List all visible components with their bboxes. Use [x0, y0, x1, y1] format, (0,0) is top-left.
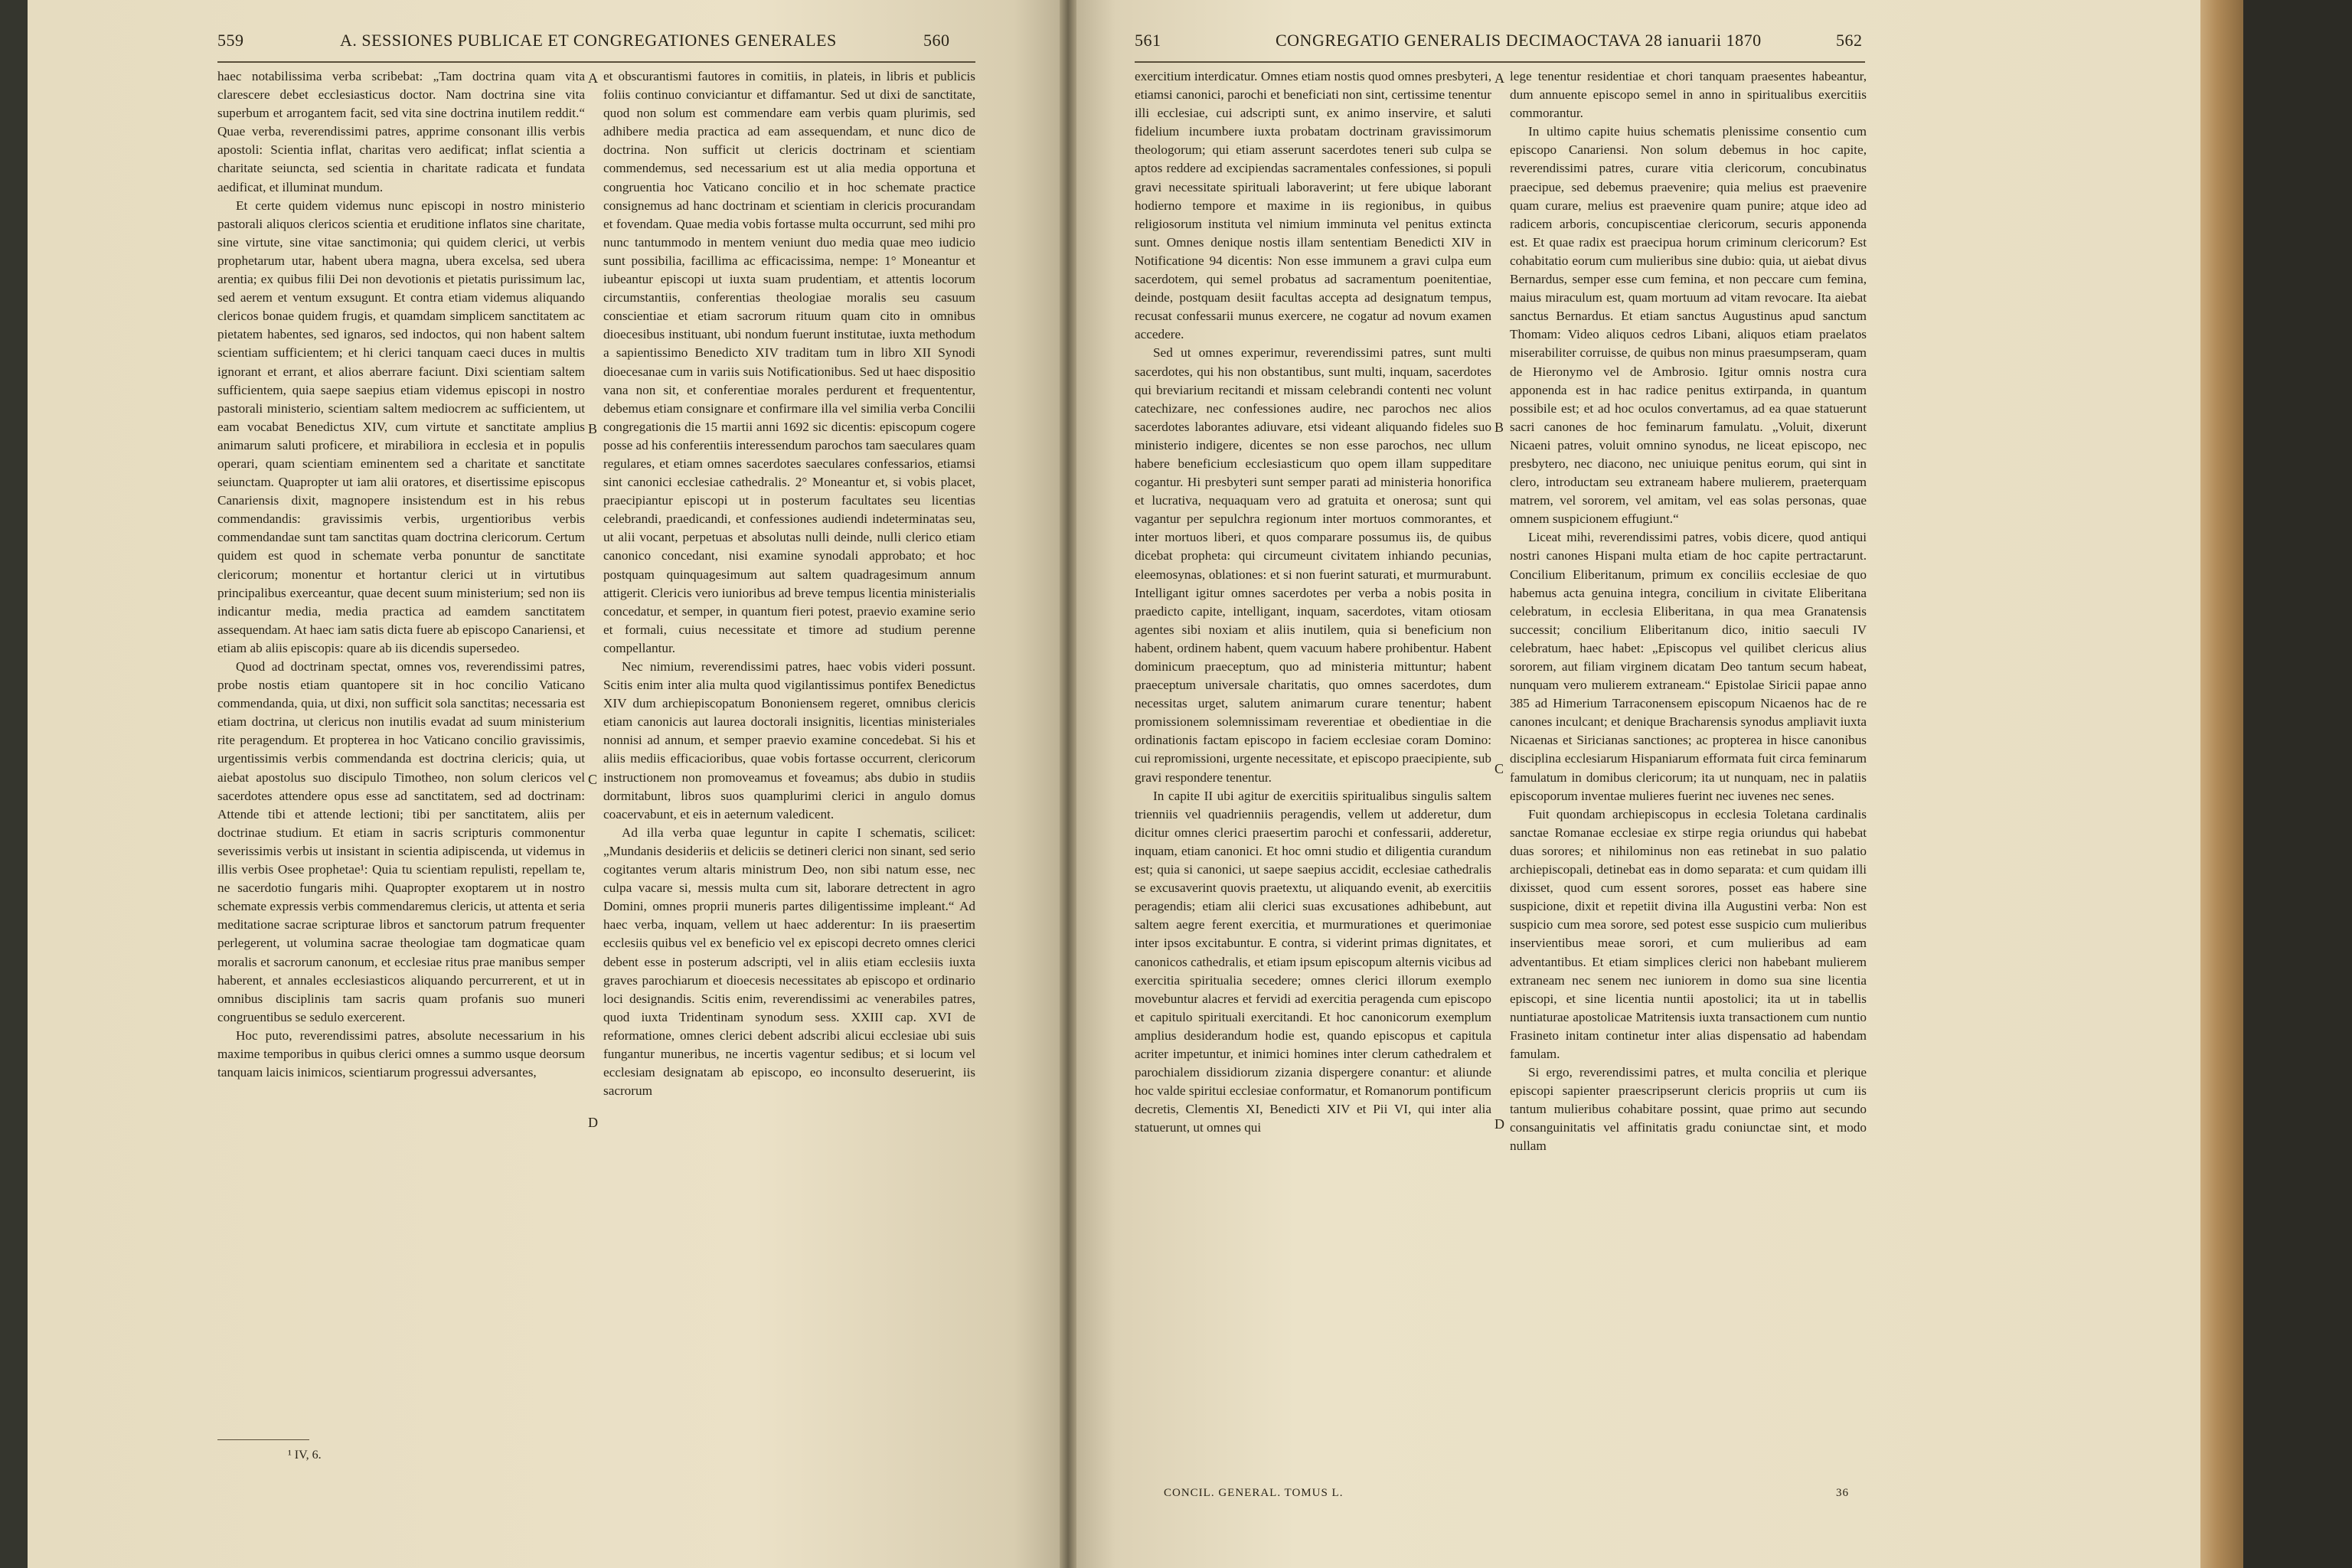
book-spread [28, 0, 2233, 1568]
paragraph: Liceat mihi, reverendissimi patres, vobis dicere, quod antiqui nostri canones Hispani multa etiam de hoc capite pertractarunt. Concilium Eliberitanum, primum ex conciliis ecclesiae de quo habemus acta genuina integra, concilium in civitate Eliberitana celebratum, in ecclesia Eliberitana, in qua mea Granatensis successit; concilium Eliberitanum dico, initio saeculi IV celebratum, haec habet: „Episcopus vel quilibet clericus alius sororem, aut filiam virginem dicatam Deo tantum secum habeat, nunquam vero mulierem extraneam.“ Epistolae Siricii papae anno 385 ad Himerium Tarraconensem episcopum Nicaenos hac de re canones inculcant; et denique Bracharensis synodus ampliavit iuxta Nicaenas et Siricianas sanctiones; ac propterea in hisce canonibus disciplina ecclesiarum Hispaniarum efformata fuit circa feminarum famulatum in domibus clericorum; ita ut nunquam, nec in palatiis episcoporum inventae mulieres fuerint nec iuvenes nec senes. [1510, 530, 1867, 803]
paragraph: Quod ad doctrinam spectat, omnes vos, reverendissimi patres, probe nostis etiam quantopere sit in hoc concilio Vaticano commendanda, quia, ut dixi, non sufficit sola sanctitas; necessaria est etiam doctrina, ut clericus non inutilis evadat ad suum ministerium rite peragendum. Et propterea in hoc Vaticano concilio gravissimis, urgentissimis verbis commendanda est doctrina clericis; quia, ut aiebat apostolus suo discipulo Timotheo, non solum clericos vel sacerdotes attendere opus esse ad sanctitatem, sed ad doctrinam: Attende tibi et attende lectioni; tibi per sanctitatem, aliis per doctrinae studium. Et etiam in sacris scripturis commonentur severissimis verbis ut insistant in scientia adipiscenda, ut videmus in illis verbis Osee prophetae¹: Quia tu scientiam repulisti, repellam te, ne sacerdotio fungaris mihi. Quapropter exoptarem ut in nostro schemate expressis verbis commendaremus clericis, ut attenta et seria meditatione sacrae scripturae libros et sanctorum patrum frequenter perlegerent, ut volumina sacrae theologiae tam dogmaticae quam moralis et sacrorum canonum, et ecclesiae ritus prae manibus semper haberent, et annales ecclesiasticos aliquando percurrerent, et ut in omnibus disciplinis tam sacris quam profanis suo muneri congruentibus se sedulo exercerent. [217, 659, 585, 1024]
left-running-head: A. SESSIONES PUBLICAE ET CONGREGATIONES GENERALES [340, 31, 837, 50]
page-number-559: 559 [217, 31, 244, 50]
paragraph: Sed ut omnes experimur, reverendissimi patres, sunt multi sacerdotes, qui his non obstantibus, sunt multi, inquam, sacerdotes qui breviarium recitandi et missam celebrandi contenti nec volunt catechizare, nec confessiones audire, nec parochos nec alios sacerdotes laborantes adiuvare, etsi videant aliquando fideles suo ministerio indigere, dicentes se non esse parochos, nec ullum habere beneficium ecclesiasticum quo opem illam suppeditare cogantur. Hi presbyteri sunt semper parati ad ministeria honorifica et lucrativa, nequaquam vero ad gratuita et onerosa; sunt qui vagantur per sepulchra regionum inter mortuos commorantes, et inter mortuos liberi, et quos comparare possumus iis, de quibus dicebat propheta: qui circumeunt civitatem inhiando pecunias, eleemosynas, oblationes: et si non fuerint saturati, et murmurabunt. Intelligant igitur omnes sacerdotes per verba a nobis posita in praedicto capite, intelligant, inquam, sacerdotes, vitam otiosam agentes sibi noxiam et aliis inutilem, quia si beneficium non habent, ordinem habent, quem vacuum habere prohibentur. Habent dominicum praeceptum, quo ad ministeria mittuntur; habent praeceptum universale charitatis, quo omnes sacerdotes, dum necessitas urget, salutem animarum curare tenentur; habent promissionem solemnissimam reverentiae et obedientiae in die ordinationis factam episcopo in faciem ecclesiae coram Domino: cui repromissioni, urgente necessitate, et episcopo praecipiente, sub gravi respondere tenentur. [1135, 345, 1491, 785]
footnote: ¹ IV, 6. [288, 1449, 322, 1462]
margin-letter-d: D [1494, 1116, 1504, 1132]
left-page-header [28, 31, 1066, 61]
paragraph: Et certe quidem videmus nunc episcopi in nostro ministerio pastorali aliquos clericos scientia et eruditione inflatos sine charitate, sine virtute, sine vitae sanctimonia; qui quidem clerici, ut verbis prophetarum utar, habent ubera magna, ubera excelsa, sed ubera arentia; ex quibus filii Dei non devotionis et pietatis purissimum lac, sed aerem et ventum exsugunt. Et contra etiam videmus aliquando clericos bonae quidem frugis, et quamdam simplicem sanctitatem ac pietatem habentes, sed ignaros, sed indoctos, qui non habent saltem scientiam sufficientem; et hi clerici tanquam caeci duces in multis ignorant et errant, et alios aberrare faciunt. Dixi scientiam saltem sufficientem, quia saepe saepius etiam videmus episcopi in nostro pastorali ministerio, scientiam saltem mediocrem ac sufficientem, ut eam vocabat Benedictus XIV, cum virtute et sanctitate amplius animarum saluti proficere, et mirabiliora in ecclesia et in populis operari, quam scientiam eminentem sed a charitate et sanctitate seiunctam. Quapropter ut iam alii oratores, et disertissime episcopus Canariensis dixit, magnopere insistendum est in his rebus commendandis: gravissimis verbis, urgentioribus verbis commendandae sunt tam sanctitas quam doctrina clericorum. Certum quidem est quod in schemate verba ponuntur de sanctitate clericorum; monentur et hortantur clerici ut in virtutibus principalibus exerceantur, quae decent suum ministerium; sed non iis indicantur media, media practica ad eamdem sanctitatem assequendam. At haec iam satis dicta fuere ab episcopo Canariensi, et etiam ab aliis episcopis: quare ab iis dicendis supersedeo. [217, 198, 585, 655]
paragraph: In ultimo capite huius schematis plenissime consentio cum episcopo Canariensi. Non solum debemus in hoc capite, reverendissimi patres, curare vitia clericorum, concubinatus praecipue, sed debemus praevenire; quia melius est praevenire quam curare, melius est praevenire quam punire; atque ideo ad radicem arboris, concupiscentiae clericorum, securis apponenda est. Et quae radix est praecipua horum criminum clericorum? Est cohabitatio eorum cum mulieribus sine dubio: quia, ut aiebat divus Bernardus, semper esse cum femina, et non peccare cum femina, maius miraculum est, quam mortuum ad vitam revocare. Ita aiebat sanctus Bernardus. Et etiam sanctus Augustinus apud sanctum Thomam: Video aliquos cedros Libani, aliquos etiam praelatos miserabiliter corruisse, de quibus non minus praesumpseram, quam de Hieronymo vel de Ambrosio. Igitur omnis nostra cura apponenda est in hac radice penitus extirpanda, in quantum possibile est; et ad hoc oculos convertamus, ad ea quae statuerunt sacri canones de hoc feminarum famulatu. „Voluit, dixerunt Nicaeni patres, voluit omnino synodus, ne liceat episcopo, nec presbytero, nec diacono, nec uniuique penitus eorum, qui sint in clero, introductam seu extraneam habere mulierem, praeterquam matrem, vel sororem, vel amitam, vel eas solas personas, quae omnem suspicionem effugiunt.“ [1510, 124, 1867, 527]
right-column-562 [1510, 67, 1867, 1484]
page-number-560: 560 [923, 31, 950, 50]
margin-letter-a: A [588, 70, 598, 86]
paragraph: In capite II ubi agitur de exercitiis spiritualibus singulis saltem trienniis vel quadrienniis peragendis, vellem ut adderetur, dum dicitur omnes clerici praesertim parochi et confessarii, adderetur, inquam, etiam canonici. Et hoc omni studio et diligentia curandum est; quia si canonici, ut saepe saepius accidit, ecclesiae cathedralis se excusaverint quovis praetextu, ut aliquando evenit, ab exercitiis peragendis; etiam alii clerici suas excusationes adhibebunt, aut saltem aegre ferent exercitia, et murmurationes et querimoniae inter ipsos excitabuntur. E contra, si viderint primas dignitates, et canonicos cathedralis, et etiam ipsum episcopum alternis vicibus ad exercitia spiritualia secedere; omnes clerici illorum exemplo movebuntur alacres et fervidi ad exercitia peragenda cum episcopo et capitulo spirituali exercitandi. Et hoc canonicorum exemplum amplius desiderandum hodie est, quando episcopus et capitula acriter impetuntur, et inimici homines inter clerum cathedralem et parochialem dissidiorum zizania dispergere conantur: et aliunde hoc valde spiritui ecclesiae conformatur, et Romanorum pontificum decretis, Clementis XI, Benedicti XIV et Pii VI, qui inter alia statuerunt, ut omnes qui [1135, 788, 1491, 1135]
right-running-head: CONGREGATIO GENERALIS DECIMAOCTAVA 28 ianuarii 1870 [1276, 31, 1762, 50]
signature-mark: CONCIL. GENERAL. TOMUS L. [1164, 1487, 1344, 1499]
paragraph: Fuit quondam archiepiscopus in ecclesia Toletana cardinalis sanctae Romanae ecclesiae ex stirpe regia oriundus qui habebat duas sorores; et nihilominus non eas retinebat in suo palatio archiepiscopali, detinebat eas in domo separata: et cum quidam illi dixisset, quod cum essent sorores, posset eas habere sine suspicione, dixit et repetiit divina illa Augustini verba: Non est suspicio cum mea sorore, sed potest esse suspicio cum mulieribus inservientibus meae sorori, et cum mulieribus ad eam adventantibus. Et etiam simplices clerici non habebant mulierem extraneam nec senem nec iuniorem in domo sua sine licentia episcopi, et sine licentia nuntii apostolici; ita ut in tabellis nuntiaturae apostolicae Matritensis iuxta transactionem cum nuntio Frasineto initam continetur inter alias dispensatio ad habendam famulam. [1510, 806, 1867, 1061]
page-edges [2200, 0, 2243, 1568]
page-number-561: 561 [1135, 31, 1161, 50]
background-right [2243, 0, 2352, 1568]
left-page [28, 0, 1066, 1568]
header-rule [217, 61, 975, 63]
signature-number: 36 [1836, 1487, 1849, 1499]
margin-letter-c: C [1494, 761, 1504, 776]
paragraph: haec notabilissima verba scribebat: „Tam doctrina quam vita clarescere debet ecclesiasticus doctor. Nam doctrina sine vita superbum et arrogantem facit, sed vita sine doctrina inutilem reddit.“ Quae verba, reverendissimi patres, apprime consonant illis verbis apostoli: Scientia inflat, charitas vero aedificat; inflat scientia a charitate seiuncta, sed scientia in charitate radicata et fundata aedificat, et illuminat mundum. [217, 69, 585, 194]
margin-letter-b: B [588, 421, 598, 436]
header-rule [1135, 61, 1865, 63]
paragraph: lege tenentur residentiae et chori tanquam praesentes habeantur, dum annuente episcopo semel in anno in spiritualibus exercitiis commorantur. [1510, 69, 1867, 121]
book-gutter [1060, 0, 1076, 1568]
left-column-559 [217, 67, 585, 1491]
paragraph: Nec nimium, reverendissimi patres, haec vobis videri possunt. Scitis enim inter alia multa quod vigilantissimus pontifex Benedictus XIV dum archiepiscopatum Bononiensem regeret, omnibus clericis etiam canonicis aut laurea doctorali insignitis, licentias ministeriales nonnisi ad annum, et semper praevio examine concedebat. Si his et aliis mediis efficacioribus, quae vobis fortasse occurrent, clericorum instructionem non promoveamus et foveamus; abs dubio in studiis dormitabunt, libros suos quamplurimi clerici in angulo domus coacervabunt, et eis in aeternum valedicent. [603, 659, 975, 822]
margin-letter-c: C [588, 772, 598, 787]
footnote-rule [217, 1439, 309, 1440]
right-page-header [1070, 31, 2200, 61]
margin-letter-d: D [588, 1115, 598, 1130]
paragraph: Ad illa verba quae leguntur in capite I schematis, scilicet: „Mundanis desideriis et deliciis se detineri clerici non sinant, sed serio cogitantes verum altaris ministrum Deo, non sibi natum esse, nec culpa vacare si, messis multa cum sit, laborare detrectent in agro Domini, omnes proprii muneris partes diligentissime impleant.“ Ad haec verba, inquam, vellem ut haec adderentur: In iis praesertim ecclesiis quibus vel ex beneficio vel ex episcopi decreto omnes clerici debent esse in posterum adscripti, vel in aliis etiam ecclesiis iuxta graves parochiarum et dioecesis necessitates ab episcopo et ordinario loci designandis. Scitis enim, reverendissimi ac venerabiles patres, quod iuxta Tridentinam synodum sess. XXIII cap. XVI de reformatione, omnes clerici debent adscribi alicui ecclesiae ubi suis fungantur muneribus, ne incertis vagentur sedibus; et si locum vel ecclesiam designatam ab episcopo, eo inconsulto deseruerint, iis sacrorum [603, 825, 975, 1099]
paragraph: Hoc puto, reverendissimi patres, absolute necessarium in his maxime temporibus in quibus clerici omnes a summo usque deorsum tanquam laicis inimicos, scientiarum progressui adversantes, [217, 1027, 585, 1080]
right-column-561 [1135, 67, 1491, 1484]
margin-letter-b: B [1494, 420, 1504, 435]
page-number-562: 562 [1836, 31, 1863, 50]
paragraph: exercitium interdicatur. Omnes etiam nostis quod omnes presbyteri, etiamsi canonici, parochi et beneficiati non sint, certissime tenentur illi ecclesiae, cui adscripti sunt, ex animo inservire, et saluti fidelium incumbere iuxta probatam doctrinam gravissimorum theologorum; qui etiam asserunt sacerdotes teneri sub culpa se aptos reddere ad excipiendas sacramentales confessiones, si populi gravi necessitate spirituali laboraverint; ut fere ubique laborant hodierno tempore et maxime in iis regionibus, in quibus religiosorum instituta vel nimium imminuta vel penitus extincta sunt. Omnes denique nostis illam sententiam Benedicti XIV in Notificatione 94 dicentis: Non esse immunem a gravi culpa eum sacerdotem, qui semel probatus ad sacramentum poenitentiae, deinde, postquam desiit facultas accepta ad designatum tempus, recusat confessarii munus exercere, ne cogatur ad novum examen accedere. [1135, 69, 1491, 342]
left-column-560 [603, 67, 975, 1491]
paragraph: Si ergo, reverendissimi patres, et multa concilia et plerique episcopi sapienter praescripserunt clericis propriis ut cum iis tantum mulieribus cohabitare possint, quae primo aut secundo consanguinitatis vel affinitatis gradu coniunctae sint, et modo nullam [1510, 1065, 1867, 1154]
margin-letter-a: A [1494, 70, 1504, 86]
right-page [1070, 0, 2200, 1568]
paragraph: et obscurantismi fautores in comitiis, in plateis, in libris et publicis foliis continuo conviciantur et diffamantur. Sed ut dixi de sanctitate, quod non solum est commendare eam verbis quam plurimis, sed adhibere media practica ad eam assequendam, et nunc dico de doctrina. Non sufficit ut clericis doctrinam et scientiam commendemus, sed necessarium est ut alia media opportuna et congruentia hoc Vaticano concilio et in hoc schemate practice consignemus ad hanc doctrinam et scientiam in clericis procurandam et fovendam. Quae media vobis fortasse multa occurrunt, sed mihi pro nunc tantummodo in mentem veniunt duo media quae meo iudicio sunt possibilia, facillima ac efficacissima, nempe: 1° Moneantur et iubeantur episcopi ut iuxta suam prudentiam, et attentis locorum circumstantiis, conferentias theologiae moralis seu casuum conscientiae et etiam sacrorum rituum quam cito in omnibus dioecesibus instituant, ubi nondum fuerunt institutae, iuxta methodum a sapientissimo Benedicto XIV traditam tum in libro XII Synodi dioecesanae cum in variis suis Notificationibus. Sed ut haec dispositio vana non sit, et conferentiae morales perdurent et frequententur, debemus etiam consignare et confirmare illa vel similia verba Concilii congregationis die 15 martii anni 1692 sic dicentis: episcopum cogere posse ad his conferentiis interessendum parochos tam saeculares quam regulares, et etiam omnes sacerdotes saeculares confessarios, etiamsi sint canonici ecclesiae cathedralis. 2° Moneantur et, si vobis placet, praecipiantur episcopi ut in posterum facultates seu licentias celebrandi, praedicandi, et confessiones audiendi indeterminatas seu, ut alii vocant, perpetuas et absolutas nulli deinde, nulli clerico etiam canonico concedant, nisi examine synodali approbato; et hoc postquam quinquagesimum aut saltem quadragesimum annum attigerit. Clericis vero iunioribus ad breve tempus licentia ministerialis concedatur, et semper, in quantum fieri potest, praevio examine serio et formali, cuius necessitate et timore ad studium perenne compellantur. [603, 69, 975, 655]
